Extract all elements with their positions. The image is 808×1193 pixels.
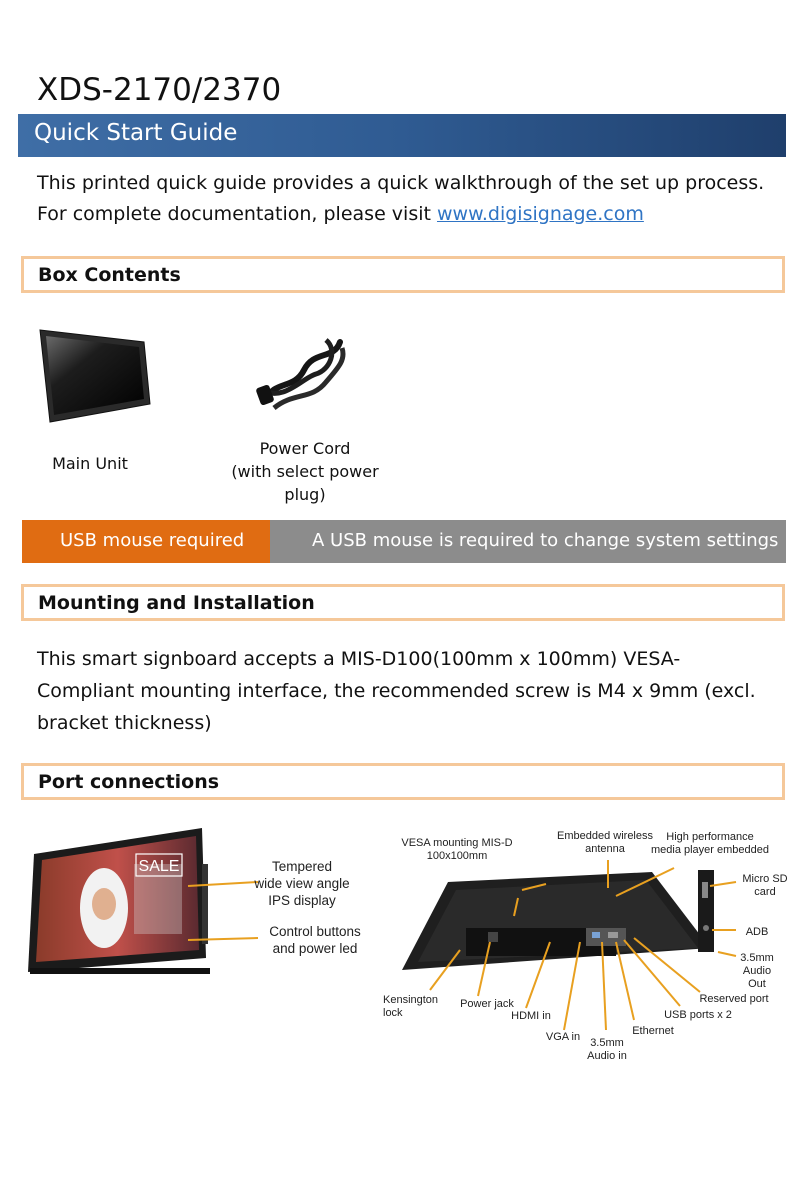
- usb-notice-text-box: [270, 520, 786, 563]
- player-line: media player embedded: [650, 844, 770, 856]
- section-box-contents: [21, 256, 785, 293]
- power-cord-image: [254, 330, 350, 410]
- banner-label: Quick Start Guide: [34, 120, 238, 146]
- guide-banner: [18, 114, 786, 157]
- usb-ports-label: USB ports x 2: [664, 1009, 732, 1021]
- power-cord-label: Power Cord: [259, 439, 351, 458]
- main-unit-image: [36, 326, 154, 424]
- usb-notice-label-box: [22, 520, 270, 563]
- power-cord-note: (with select power plug): [231, 462, 379, 504]
- vesa-line: 100x100mm: [426, 850, 488, 862]
- intro-line-2-prefix: For complete documentation, please visit: [37, 203, 437, 225]
- intro-text: [37, 168, 764, 230]
- antenna-line: antenna: [585, 843, 625, 855]
- reserved-port-label: Reserved port: [699, 993, 769, 1005]
- intro-line-1: This printed quick guide provides a quick walkthrough of the set up process.: [37, 172, 765, 194]
- antenna-label: [550, 830, 660, 856]
- usb-notice-text: A USB mouse is required to change system settings: [312, 530, 779, 551]
- player-label: [648, 831, 772, 857]
- hdmi-label: HDMI in: [511, 1010, 551, 1022]
- microsd-line: Micro SD: [742, 873, 788, 885]
- audio-in-line: 3.5mm: [590, 1037, 624, 1049]
- intro-line-2: [37, 199, 764, 230]
- player-line: High performance: [666, 831, 754, 843]
- ethernet-label: Ethernet: [632, 1025, 674, 1037]
- tempered-line: Tempered: [271, 859, 333, 874]
- power-jack-label: Power jack: [460, 998, 514, 1010]
- control-buttons-label: [260, 923, 370, 957]
- kensington-line: lock: [383, 1007, 403, 1019]
- audio-out-line: 3.5mm: [740, 952, 774, 964]
- audio-out-line: Audio: [742, 965, 772, 977]
- section-heading: Mounting and Installation: [38, 592, 315, 614]
- antenna-line: Embedded wireless: [557, 830, 653, 842]
- section-port-connections: [21, 763, 785, 800]
- kensington-label: [383, 994, 449, 1020]
- mounting-text: This smart signboard accepts a MIS-D100(100mm x 100mm) VESA-Compliant mounting interface, the recommended screw is M4 x 9mm (excl. bracket thickness): [37, 648, 756, 734]
- tempered-label: [246, 858, 358, 909]
- vesa-line: VESA mounting MIS-D: [401, 837, 513, 849]
- vga-label: VGA in: [545, 1031, 581, 1043]
- section-heading: Box Contents: [38, 264, 181, 286]
- page-title: XDS-2170/2370: [37, 72, 282, 108]
- main-unit-caption: Main Unit: [52, 454, 128, 473]
- section-mounting: [21, 584, 785, 621]
- vesa-label: [396, 837, 518, 863]
- kensington-line: Kensington: [383, 994, 439, 1006]
- audio-in-label: [584, 1037, 630, 1063]
- tempered-line: wide view angle: [254, 876, 350, 891]
- microsd-line: card: [754, 886, 776, 898]
- power-cord-caption: [210, 437, 400, 506]
- usb-notice-label: USB mouse required: [60, 530, 245, 551]
- audio-out-line: Out: [748, 978, 766, 990]
- audio-in-line: Audio in: [587, 1050, 627, 1062]
- microsd-label: [738, 873, 792, 899]
- control-line: Control buttons: [269, 924, 361, 939]
- tempered-line: IPS display: [268, 893, 336, 908]
- sale-sign-text: SALE: [138, 858, 180, 875]
- usb-notice-bar: [22, 520, 786, 563]
- section-heading: Port connections: [38, 771, 220, 793]
- control-line: and power led: [272, 941, 358, 956]
- audio-out-label: [734, 952, 780, 991]
- website-link[interactable]: www.digisignage.com: [436, 203, 644, 225]
- adb-label: ADB: [745, 926, 769, 938]
